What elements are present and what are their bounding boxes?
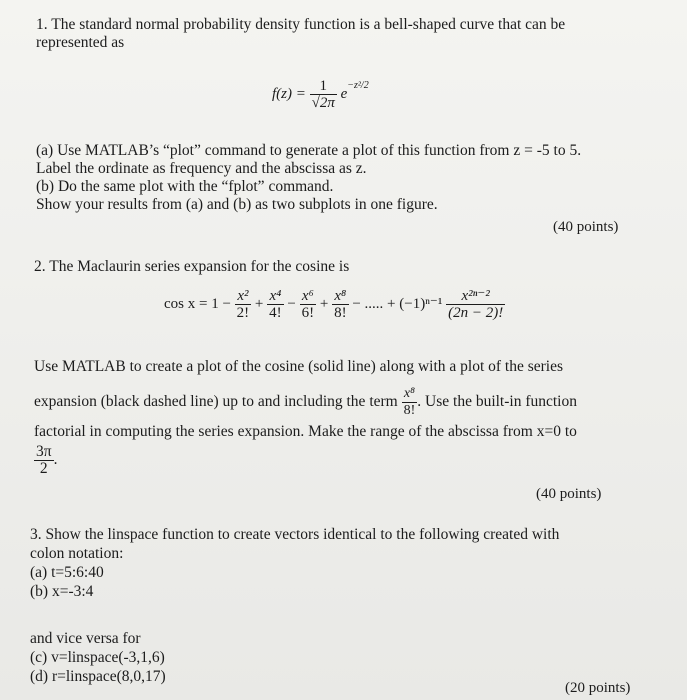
q1-line2: represented as xyxy=(36,34,125,51)
series-term-4 xyxy=(267,288,284,321)
series-lhs: cos x = 1 − xyxy=(164,295,231,312)
q2-points: (40 points) xyxy=(536,486,602,502)
series-term-n-num: x²ⁿ⁻² xyxy=(446,288,505,305)
q1-show: Show your results from (a) and (b) as two subplots in one figure. xyxy=(36,196,438,213)
cos-series-formula xyxy=(164,288,505,321)
series-term-4-num: x⁴ xyxy=(267,288,284,305)
q3-part-a: (a) t=5:6:40 xyxy=(30,564,104,581)
q2-range-num: 3π xyxy=(36,443,52,460)
series-op-3: + xyxy=(319,295,329,312)
q2-range-period: . xyxy=(53,451,58,469)
series-op-1: + xyxy=(254,295,264,312)
pdf-den: √2π xyxy=(311,95,335,111)
pdf-lhs: f(z) = xyxy=(272,85,306,102)
series-term-2-num: x² xyxy=(235,288,252,305)
q2-para-line3: factorial in computing the series expansion. Make the range of the abscissa from x=0 to xyxy=(34,423,577,440)
q1-part-a-line1: (a) Use MATLAB’s “plot” command to generate a plot of this function from z = -5 to 5. xyxy=(36,142,582,159)
q1-part-a-line2: Label the ordinate as frequency and the abscissa as z. xyxy=(36,160,367,177)
q2-para-line1: Use MATLAB to create a plot of the cosine (solid line) along with a plot of the series xyxy=(34,358,564,375)
pdf-exponent: −z²/2 xyxy=(347,79,369,91)
q2-range-end xyxy=(34,444,57,477)
series-term-8-num: x⁸ xyxy=(332,288,349,305)
q3-line1: 3. Show the linspace function to create vectors identical to the following created with xyxy=(30,526,560,543)
q2-term-x8-den: 8! xyxy=(403,403,416,418)
q2-term-x8-num: x⁸ xyxy=(402,386,418,403)
series-term-8-den: 8! xyxy=(334,305,347,321)
q3-vice-versa: and vice versa for xyxy=(30,630,141,647)
series-term-2 xyxy=(235,288,252,321)
q2-line1: 2. The Maclaurin series expansion for the cosine is xyxy=(34,258,350,275)
series-term-8 xyxy=(332,288,349,321)
q2-range-fraction xyxy=(34,444,54,477)
q2-para-line2-start: expansion (black dashed line) up to and including the term xyxy=(34,393,398,411)
pdf-num: 1 xyxy=(310,78,337,95)
q2-range-den: 2 xyxy=(39,460,48,477)
q3-part-d: (d) r=linspace(8,0,17) xyxy=(30,668,166,685)
q1-points: (40 points) xyxy=(553,219,619,235)
series-term-n xyxy=(446,288,505,321)
series-term-6-num: x⁶ xyxy=(300,288,317,305)
q3-line2: colon notation: xyxy=(30,545,124,562)
series-tail: − ..... + (−1)ⁿ⁻¹ xyxy=(352,295,443,312)
q2-para-line2 xyxy=(34,386,577,419)
q3-part-c: (c) v=linspace(-3,1,6) xyxy=(30,649,165,666)
series-term-2-den: 2! xyxy=(236,305,250,321)
q2-term-x8-fraction xyxy=(402,386,418,419)
q3-part-b: (b) x=-3:4 xyxy=(30,583,94,600)
series-term-6 xyxy=(300,288,317,321)
q2-para-line2-end: . Use the built-in function xyxy=(417,393,577,411)
q3-points: (20 points) xyxy=(565,680,631,696)
q1-part-b: (b) Do the same plot with the “fplot” command. xyxy=(36,178,334,195)
pdf-formula xyxy=(272,78,369,111)
series-op-2: − xyxy=(287,295,296,312)
series-term-n-den: (2n − 2)! xyxy=(448,305,504,321)
pdf-exp-base: e xyxy=(340,85,348,102)
series-term-4-den: 4! xyxy=(269,305,282,321)
pdf-fraction xyxy=(310,78,337,111)
q1-line1: 1. The standard normal probability density function is a bell-shaped curve that can be xyxy=(36,16,566,33)
series-term-6-den: 6! xyxy=(301,305,315,321)
